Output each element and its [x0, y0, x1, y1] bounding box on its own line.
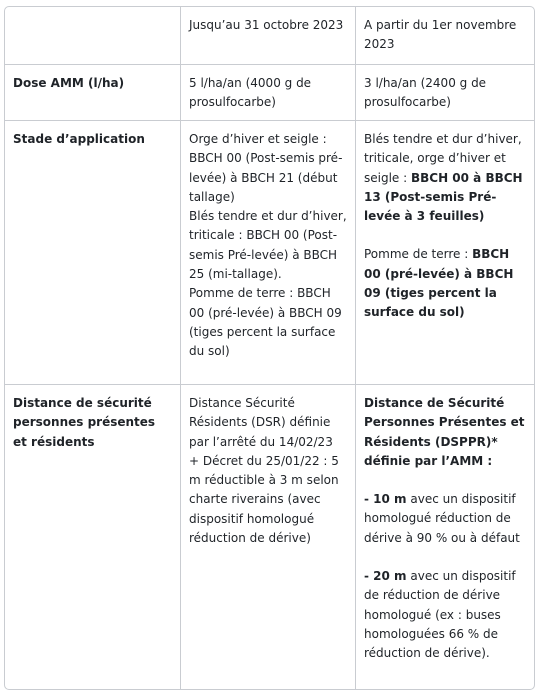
header-cell-after: A partir du 1er novembre 2023: [355, 7, 534, 64]
stade-after-potato-bbch: BBCH 00 (pré-levée) à BBCH 09 (tiges percent la surface du sol): [364, 247, 514, 320]
header-cell-before: Jusqu’au 31 octobre 2023: [180, 7, 355, 64]
stade-after-potato: [364, 245, 526, 322]
dose-before-cell: 5 l/ha/an (4000 g de prosulfocarbe): [180, 65, 355, 120]
stade-after-cereals: [364, 130, 526, 226]
distance-10m-text: avec un dispositif homologué réduction de dérive à 90 % ou à défaut: [364, 492, 520, 545]
stade-after-cereals-text: Blés tendre et dur d’hiver, triticale, orge d’hiver et seigle :: [364, 132, 522, 185]
comparison-table: [4, 6, 535, 690]
header-cell-empty: [5, 7, 180, 64]
table-header-row: [5, 7, 534, 64]
distance-after-cell: [355, 385, 534, 690]
stade-after-potato-text: Pomme de terre :: [364, 247, 473, 262]
distance-after-intro: Distance de Sécurité Personnes Présentes et Résidents (DSPPR)* définie par l’AMM :: [364, 396, 525, 468]
table-row-distance: [5, 384, 534, 690]
row-label-stade: Stade d’application: [13, 132, 145, 146]
dose-after-cell: 3 l/ha/an (2400 g de prosulfocarbe): [355, 65, 534, 120]
distance-after-item-20m: [364, 567, 526, 663]
stade-before-cell: Orge d’hiver et seigle : BBCH 00 (Post-semis pré-levée) à BBCH 21 (début tallage) Blés tendre et dur d’hiver, triticale : BBCH 00 (Post-semis Pré-levée) à BBCH 25 (mi-tallage). Pomme de terre : BBCH 00 (pré-levée) à BBCH 09 (tiges percent la surface du sol): [180, 121, 355, 384]
distance-before-cell: Distance Sécurité Résidents (DSR) définie par l’arrêté du 14/02/23 + Décret du 25/01/22 : 5 m réductible à 3 m selon charte riverains (avec dispositif homologué réduction de dérive): [180, 385, 355, 690]
distance-20m-value: - 20 m: [364, 569, 407, 584]
stade-after-cereals-bbch: BBCH 00 à BBCH 13 (Post-semis Pré-levée à 3 feuilles): [364, 170, 523, 224]
stade-after-cell: [355, 121, 534, 384]
table-row-dose: [5, 64, 534, 120]
distance-10m-value: - 10 m: [364, 492, 407, 507]
row-label-distance: Distance de sécurité personnes présentes et résidents: [13, 396, 156, 449]
distance-after-item-10m: [364, 490, 526, 548]
row-label-dose: Dose AMM (l/ha): [13, 76, 125, 90]
table-row-stade: [5, 120, 534, 384]
distance-20m-text: avec un dispositif de réduction de dérive homologué (ex : buses homologuées 66 % de réduction de dérive).: [364, 569, 516, 661]
